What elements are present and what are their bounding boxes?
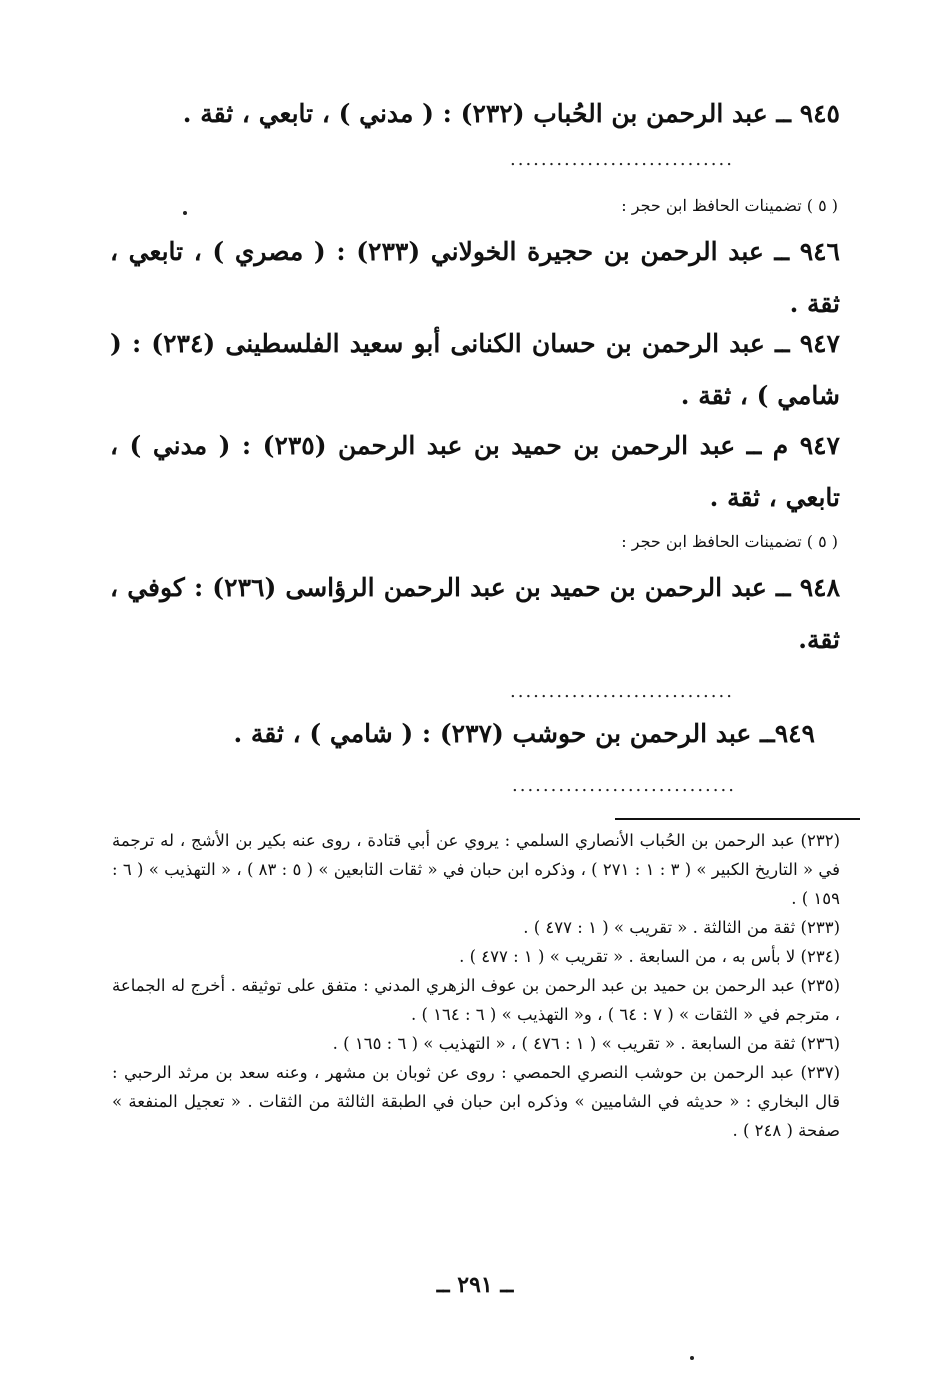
entry-946: ٩٤٦ ــ عبد الرحمن بن حجيرة الخولاني (٢٣٣) : ( مصري ) ، تابعي ، ثقة . bbox=[110, 237, 840, 318]
editor-note: ( ٥ ) تضمينات الحافظ ابن حجر : bbox=[621, 196, 838, 215]
footnote: (٢٣٤) لا بأس به ، من السابعة . « تقريب » ( ١ : ٤٧٧ ) . bbox=[459, 947, 840, 966]
entry-947m: ٩٤٧ م ــ عبد الرحمن بن حميد بن عبد الرحمن (٢٣٥) : ( مدني ) ، تابعي ، ثقة . bbox=[110, 431, 840, 512]
footnote: (٢٣٦) ثقة من السابعة . « تقريب » ( ١ : ٤٧٦ ) ، « التهذيب » ( ٦ : ١٦٥ ) . bbox=[332, 1034, 840, 1053]
footnote: (٢٣٧) عبد الرحمن بن حوشب النصري الحمصي : روى عن ثوبان بن مشهر ، وعنه سعد بن مرثد الرحبي : قال البخاري : « حديثه في الشاميين » وذكره ابن حبان في الطبقة الثالثة من الثقات . « تعجيل المنفعة » صفحة ( ٢٤٨ ) . bbox=[112, 1063, 840, 1140]
footnotes bbox=[112, 826, 840, 1145]
footnote: (٢٣٥) عبد الرحمن بن حميد بن عبد الرحمن بن عوف الزهري المدني : متفق على توثيقه . أخرج له الجماعة ، مترجم في « الثقات » ( ٧ : ٦٤ ) ، و« التهذيب » ( ٦ : ١٦٤ ) . bbox=[112, 976, 840, 1024]
entry-948: ٩٤٨ ــ عبد الرحمن بن حميد بن عبد الرحمن الرؤاسى (٢٣٦) : كوفي ، ثقة. bbox=[110, 573, 841, 654]
footnote: (٢٣٣) ثقة من الثالثة . « تقريب » ( ١ : ٤٧٧ ) . bbox=[523, 918, 840, 937]
entry-949: ٩٤٩ــ عبد الرحمن بن حوشب (٢٣٧) : ( شامي ) ، ثقة . bbox=[233, 719, 815, 748]
footnote-rule bbox=[615, 818, 860, 820]
entry-947: ٩٤٧ ــ عبد الرحمن بن حسان الكنانى أبو سعيد الفلسطينى (٢٣٤) : ( شامي ) ، ثقة . bbox=[110, 329, 840, 410]
ink-speck bbox=[690, 1356, 694, 1360]
dotted-separator: ............................. bbox=[510, 149, 734, 170]
entry-945: ٩٤٥ ــ عبد الرحمن بن الحُباب (٢٣٢) : ( مدني ) ، تابعي ، ثقة . bbox=[182, 99, 840, 128]
page-number: ــ ٢٩١ ــ bbox=[436, 1272, 514, 1298]
footnote: (٢٣٢) عبد الرحمن بن الحُباب الأنصاري السلمي : يروي عن أبي قتادة ، روى عنه بكير بن الأشج ، له ترجمة في « التاريخ الكبير » ( ٣ : ١ : ٢٧١ ) ، وذكره ابن حبان في « ثقات التابعين » ( ٥ : ٨٣ ) ، « التهذيب » ( ٦ : ١٥٩ ) . bbox=[112, 831, 840, 908]
ink-speck bbox=[183, 211, 187, 215]
editor-note: ( ٥ ) تضمينات الحافظ ابن حجر : bbox=[621, 532, 838, 551]
dotted-separator: ............................. bbox=[512, 775, 736, 796]
dotted-separator: ............................. bbox=[510, 681, 734, 702]
